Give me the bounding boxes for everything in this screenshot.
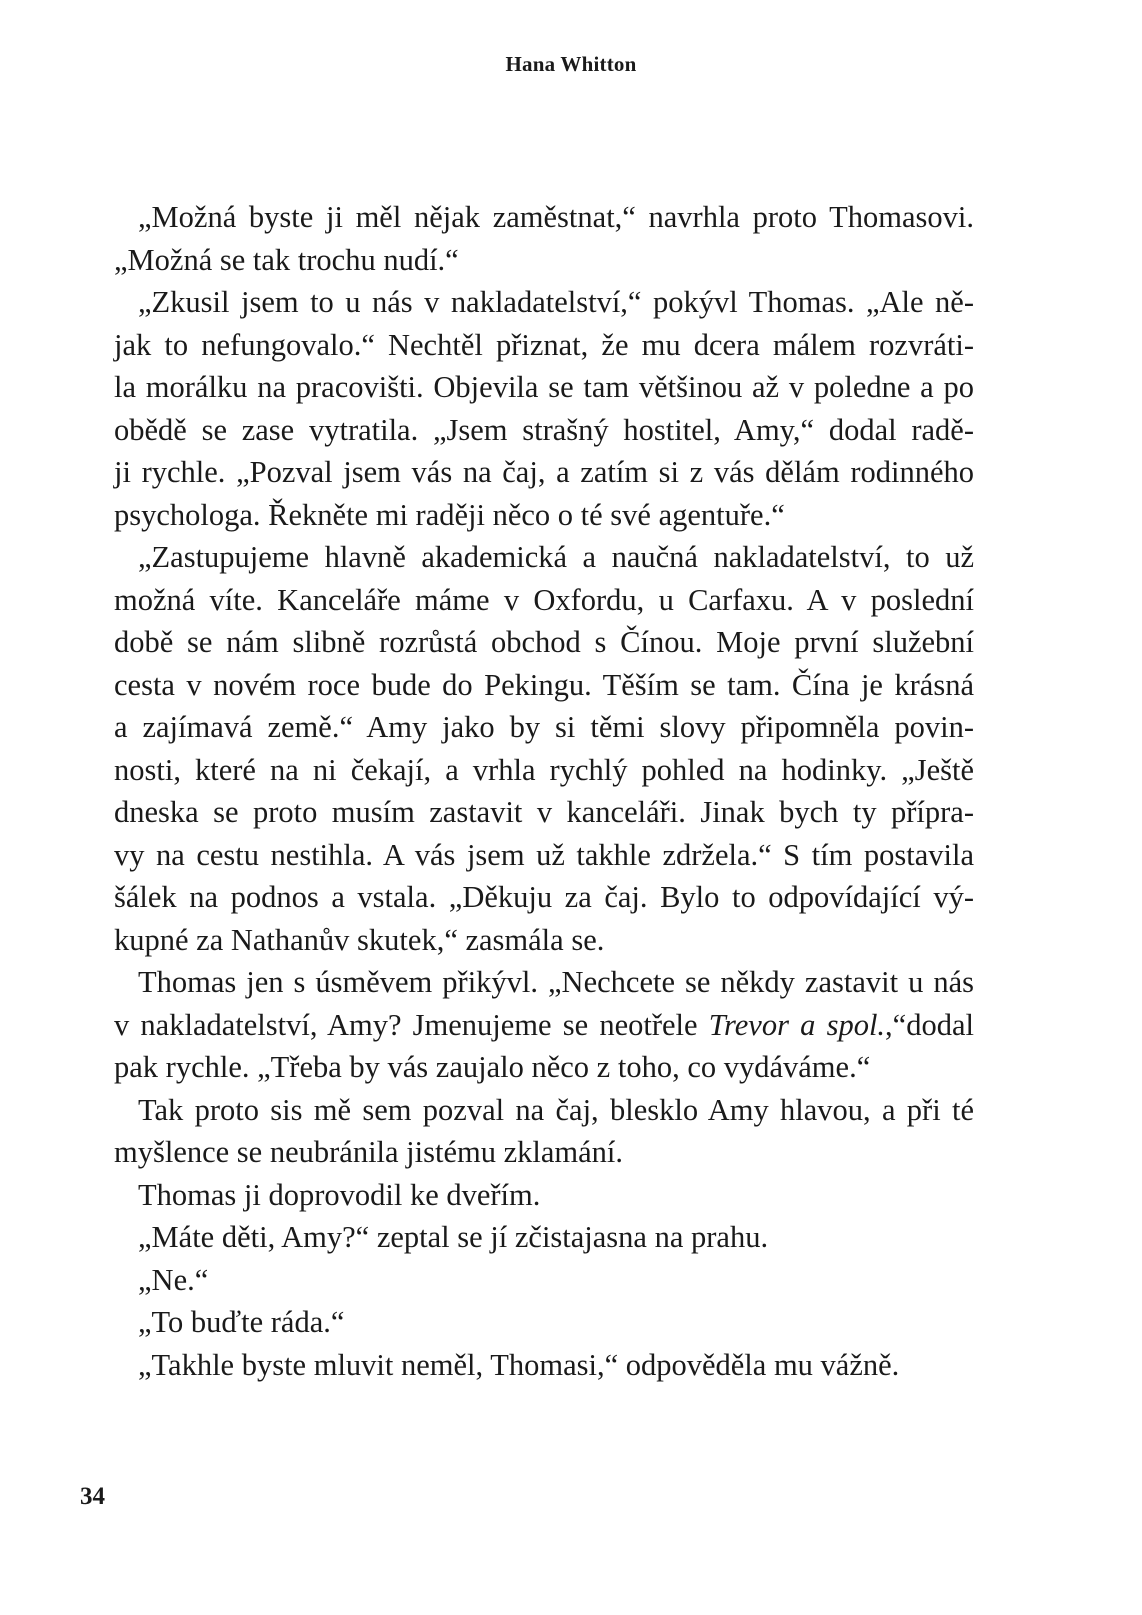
text-line: ji rychle. „Pozval jsem vás na čaj, a zatím si z vás dělám rodinného [114, 455, 974, 489]
text-line: dneska se proto musím zastavit v kanceláři. Jinak bych ty přípra- [114, 795, 974, 829]
body-text [114, 196, 974, 1386]
text-line: vy na cestu nestihla. A vás jsem už takhle zdržela.“ S tím postavila [114, 837, 974, 872]
text-line: la morálku na pracovišti. Objevila se tam většinou až v poledne a po [114, 370, 974, 404]
text-segment: ,“dodal [885, 1007, 974, 1042]
text-line: pak rychle. „Třeba by vás zaujalo něco z toho, co vydáváme.“ [114, 1050, 871, 1084]
text-line: jak to nefungovalo.“ Nechtěl přiznat, že mu dcera málem rozvráti- [114, 327, 974, 362]
text-line: Thomas jen s úsměvem přikývl. „Nechcete se někdy zastavit u nás [138, 965, 974, 999]
text-line: „Zastupujeme hlavně akademická a naučná nakladatelství, to už [138, 540, 974, 574]
page-number: 34 [80, 1483, 105, 1510]
italic-title: Trevor a spol. [708, 1007, 886, 1042]
text-line: době se nám slibně rozrůstá obchod s Čínou. Moje první služební [114, 625, 974, 659]
text-line: „To buďte ráda.“ [138, 1305, 345, 1339]
text-line: myšlence se neubránila jistému zklamání. [114, 1135, 624, 1169]
text-line: cesta v novém roce bude do Pekingu. Těším se tam. Čína je krásná [114, 667, 974, 702]
text-line: „Zkusil jsem to u nás v nakladatelství,“ pokývl Thomas. „Ale ně- [138, 285, 974, 319]
text-line: šálek na podnos a vstala. „Děkuju za čaj. Bylo to odpovídající vý- [114, 880, 974, 914]
text-line: „Máte děti, Amy?“ zeptal se jí zčistajasna na prahu. [138, 1220, 769, 1254]
text-line: „Takhle byste mluvit neměl, Thomasi,“ odpověděla mu vážně. [138, 1347, 900, 1382]
text-line: „Možná byste ji měl nějak zaměstnat,“ navrhla proto Thomasovi. [138, 200, 974, 234]
text-line: Thomas ji doprovodil ke dveřím. [138, 1177, 541, 1212]
text-line: psychologa. Řekněte mi raději něco o té své agentuře.“ [114, 497, 785, 532]
text-line: Tak proto sis mě sem pozval na čaj, blesklo Amy hlavou, a při té [138, 1092, 974, 1127]
running-head: Hana Whitton [505, 52, 637, 76]
text-line: „Možná se tak trochu nudí.“ [114, 242, 459, 277]
text-line: obědě se zase vytratila. „Jsem strašný hostitel, Amy,“ dodal radě- [114, 412, 974, 447]
text-line: možná víte. Kanceláře máme v Oxfordu, u Carfaxu. A v poslední [114, 582, 974, 617]
text-line [114, 1004, 974, 1047]
text-line: kupné za Nathanův skutek,“ zasmála se. [114, 922, 605, 957]
text-line: nosti, které na ni čekají, a vrhla rychlý pohled na hodinky. „Ještě [114, 752, 974, 787]
text-line: a zajímavá země.“ Amy jako by si těmi slovy připomněla povin- [114, 710, 974, 744]
text-segment: v nakladatelství, Amy? Jmenujeme se neotřele [114, 1007, 709, 1042]
text-line: „Ne.“ [138, 1262, 209, 1297]
